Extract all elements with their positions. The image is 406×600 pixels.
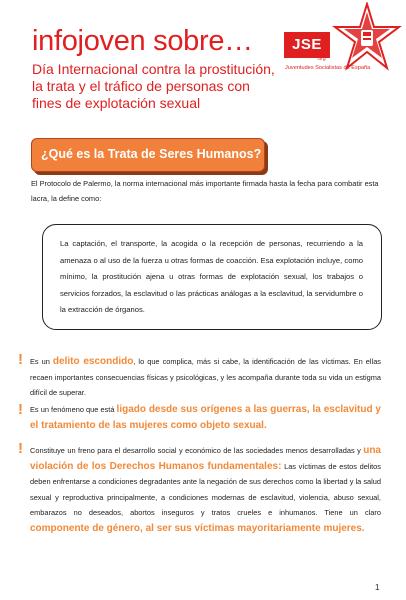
section-heading-box [31,138,265,172]
bullet-paragraph [30,354,381,401]
bullet-text: Constituye un freno para el desarrollo social y económico de las sociedades menos desarrolladas y [30,446,364,455]
logo-abbr: JSE [284,32,330,58]
exclamation-icon: ! [18,351,23,368]
bullet-text: Es un [30,357,53,366]
bullet-paragraph [30,402,381,433]
bullet-paragraph [30,443,381,536]
page-subtitle: Día Internacional contra la prostitución, la trata y el tráfico de personas con fines de explotación sexual [32,61,275,111]
logo-org: .org [317,56,326,62]
jse-logo [284,2,404,76]
bullet-highlight: ligado desde sus orígenes a las guerras, la esclavitud y el tratamiento de las mujeres como objeto sexual. [30,404,381,431]
intro-paragraph: El Protocolo de Palermo, la norma internacional más importante firmada hasta la fecha para combatir esta lacra, la define como: [31,179,379,203]
bullet-text: Las víctimas de estos delitos deben enfrentarse a condiciones degradantes ante la negación de sus derechos como la libertad y la salud sexual y reproductiva principalmente, a condiciones modernas de esclavitud, violencia, abuso sexual, embarazos no deseados, abortos inseguros y tratos crueles e inhumanos. Tiene un claro [30,461,381,517]
page-number: 1 [375,583,380,592]
bullet-highlight: componente de género, al ser sus víctimas mayoritariamente mujeres. [30,522,365,534]
bullet-text: , lo que complica, más si cabe, la identificación de las víctimas. En ellas recaen importantes consecuencias físicas y psicológicas, y les acompaña durante toda su vida un estigma difícil de superar. [30,357,382,397]
exclamation-icon: ! [18,440,23,457]
star-fist-icon [332,2,402,72]
logo-caption: Juventudes Socialistas de España [285,65,371,71]
definition-quote: La captación, el transporte, la acogida o la recepción de personas, recurriendo a la amenaza o al uso de la fuerza u otras formas de coacción. Esa explotación incluye, como mínimo, la prostitución ajena u otras formas de explotación sexual, los trabajos o servicios forzados, la esclavitud o las prácticas análogas a la esclavitud, la servidumbre o la extracción de órganos. [60,239,363,315]
section-heading: ¿Qué es la Trata de Seres Humanos? [41,147,262,161]
page-title: infojoven sobre… [32,25,253,57]
bullet-text: Es un fenómeno que está [30,405,117,414]
bullet-highlight: delito escondido [52,356,134,367]
definition-quote-box [42,224,382,330]
bullet-highlight: una violación de los Derechos Humanos fundamentales: [30,445,381,472]
exclamation-icon: ! [18,401,23,418]
